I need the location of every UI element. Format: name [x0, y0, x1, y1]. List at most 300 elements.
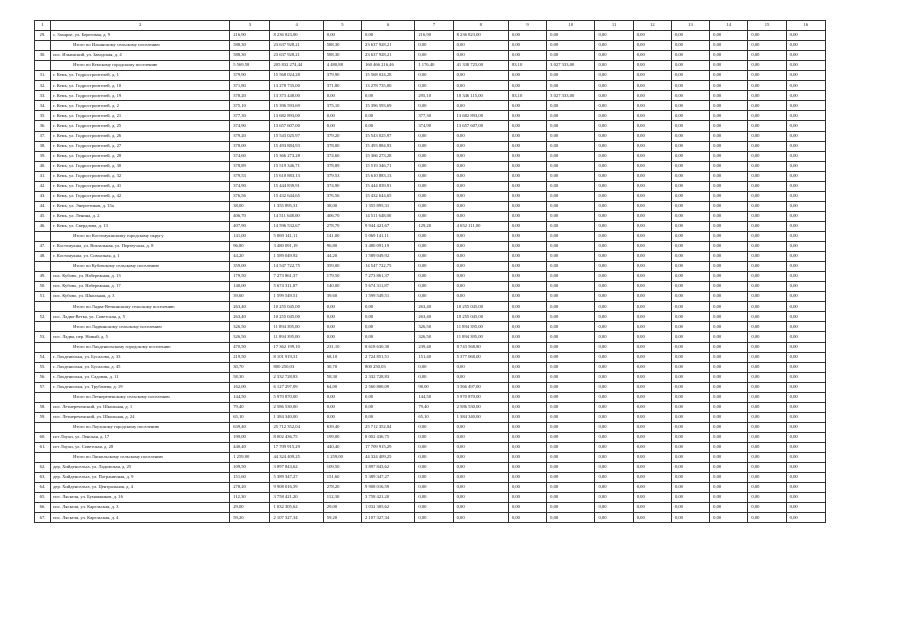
value-cell: 0,00: [415, 262, 453, 272]
value-cell: 68,10: [323, 352, 361, 362]
value-cell: 0,00: [453, 493, 508, 503]
value-cell: 0,00: [748, 61, 786, 71]
value-cell: 0,00: [710, 292, 748, 302]
value-cell: 0,00: [786, 352, 825, 362]
address-cell: Итого по Лоухскому городскому поселению: [51, 422, 230, 432]
header-cell: 10: [547, 21, 595, 31]
value-cell: 0,00: [415, 141, 453, 151]
value-cell: 239,40: [415, 342, 453, 352]
value-cell: 0,00: [547, 231, 595, 241]
table-row: [35, 81, 826, 91]
row-number-cell: 35.: [35, 111, 51, 121]
value-cell: 374,60: [323, 151, 361, 161]
value-cell: 0,00: [547, 422, 595, 432]
subtotal-row: [35, 322, 826, 332]
value-cell: 0,00: [710, 161, 748, 171]
value-cell: 0,00: [508, 332, 546, 342]
value-cell: 0,00: [671, 272, 709, 282]
value-cell: 0,00: [671, 382, 709, 392]
value-cell: 0,00: [508, 141, 546, 151]
value-cell: 0,00: [786, 332, 825, 342]
value-cell: 374,90: [415, 121, 453, 131]
row-number-cell: [35, 262, 51, 272]
row-number-cell: 33.: [35, 91, 51, 101]
value-cell: 0,00: [671, 51, 709, 61]
value-cell: 9 908 016,59: [270, 483, 323, 493]
row-number-cell: 49.: [35, 272, 51, 282]
value-cell: 0,00: [508, 372, 546, 382]
value-cell: 0,00: [671, 61, 709, 71]
value-cell: 0,00: [453, 503, 508, 513]
value-cell: 25 712 352,04: [362, 422, 415, 432]
row-number-cell: 53.: [35, 332, 51, 342]
value-cell: 0,00: [786, 71, 825, 81]
value-cell: 0,00: [671, 322, 709, 332]
value-cell: 326,50: [230, 332, 270, 342]
value-cell: 65,10: [415, 412, 453, 422]
value-cell: 0,00: [508, 392, 546, 402]
value-cell: 0,00: [508, 493, 546, 503]
value-cell: 0,00: [547, 262, 595, 272]
value-cell: 0,00: [362, 121, 415, 131]
value-cell: 263,40: [415, 312, 453, 322]
address-cell: г. Костомукша, ул. Совхозная, д. 1: [51, 252, 230, 262]
value-cell: 0,00: [595, 392, 633, 402]
value-cell: 0,00: [415, 201, 453, 211]
value-cell: 0,00: [547, 402, 595, 412]
address-cell: г. Лахденпохья, ул. Трубачева, д. 19: [51, 382, 230, 392]
value-cell: 0,00: [508, 292, 546, 302]
value-cell: 0,00: [415, 51, 453, 61]
header-cell: 9: [508, 21, 546, 31]
value-cell: 0,00: [415, 442, 453, 452]
value-cell: 0,00: [415, 503, 453, 513]
value-cell: 0,00: [547, 171, 595, 181]
value-cell: 30,70: [230, 362, 270, 372]
address-cell: Итого по Ладвинскому сельскому поселению: [51, 322, 230, 332]
value-cell: 0,00: [633, 442, 671, 452]
value-cell: 8 101 919,31: [270, 352, 323, 362]
address-cell: г. Лахденпохья, ул. Бусалова, д. 45: [51, 362, 230, 372]
row-number-cell: [35, 302, 51, 312]
value-cell: 3 897 843,62: [270, 463, 323, 473]
value-cell: 0,00: [508, 211, 546, 221]
value-cell: 216,90: [415, 31, 453, 41]
value-cell: 0,00: [453, 51, 508, 61]
value-cell: 0,00: [671, 332, 709, 342]
value-cell: 0,00: [748, 141, 786, 151]
row-number-cell: 39.: [35, 151, 51, 161]
value-cell: 0,00: [508, 432, 546, 442]
value-cell: 0,00: [786, 422, 825, 432]
value-cell: 379,90: [323, 71, 361, 81]
value-cell: 0,00: [786, 161, 825, 171]
value-cell: 1 032 305,62: [362, 503, 415, 513]
value-cell: 0,00: [710, 171, 748, 181]
value-cell: 0,00: [710, 372, 748, 382]
value-cell: 0,00: [633, 242, 671, 252]
value-cell: 23 637 928,21: [362, 51, 415, 61]
value-cell: 378,20: [230, 91, 270, 101]
subtotal-row: [35, 453, 826, 463]
value-cell: 0,00: [453, 483, 508, 493]
header-cell: 3: [230, 21, 270, 31]
value-cell: 0,00: [508, 513, 546, 523]
value-cell: 79,40: [230, 402, 270, 412]
value-cell: 0,00: [508, 282, 546, 292]
value-cell: 0,00: [748, 81, 786, 91]
value-cell: 0,00: [710, 503, 748, 513]
address-cell: г. Кемь, ул. Гидростроителей, д. 21: [51, 111, 230, 121]
header-cell: 15: [748, 21, 786, 31]
value-cell: 0,00: [671, 262, 709, 272]
value-cell: 3 027 333,00: [547, 61, 595, 71]
header-cell: 11: [595, 21, 633, 31]
value-cell: 0,00: [508, 362, 546, 372]
table-row: [35, 362, 826, 372]
value-cell: 5 069 141,11: [362, 231, 415, 241]
header-cell: 5: [323, 21, 361, 31]
value-cell: 15 610 883,13: [362, 171, 415, 181]
row-number-cell: [35, 342, 51, 352]
table-row: [35, 252, 826, 262]
row-number-cell: 59.: [35, 412, 51, 422]
value-cell: 0,00: [595, 412, 633, 422]
value-cell: 0,00: [710, 252, 748, 262]
value-cell: 0,00: [633, 483, 671, 493]
value-cell: 0,00: [547, 252, 595, 262]
table-row: [35, 483, 826, 493]
value-cell: 0,00: [671, 91, 709, 101]
value-cell: 0,00: [633, 41, 671, 51]
subtotal-row: [35, 342, 826, 352]
row-number-cell: 52.: [35, 312, 51, 322]
row-number-cell: 44.: [35, 201, 51, 211]
value-cell: 0,00: [547, 51, 595, 61]
header-cell: 4: [270, 21, 323, 31]
value-cell: 0,00: [786, 442, 825, 452]
value-cell: 0,00: [633, 121, 671, 131]
address-cell: дер. Хийденсельга, ул. Ладожская, д. 25: [51, 463, 230, 473]
value-cell: 0,00: [633, 201, 671, 211]
value-cell: 0,00: [710, 412, 748, 422]
value-cell: 9 944 421,67: [362, 221, 415, 231]
value-cell: 375,10: [323, 101, 361, 111]
value-cell: 3 758 421,20: [270, 493, 323, 503]
value-cell: 0,00: [595, 262, 633, 272]
value-cell: 440,40: [323, 442, 361, 452]
value-cell: 406,70: [230, 211, 270, 221]
value-cell: 0,00: [547, 473, 595, 483]
value-cell: 0,00: [633, 141, 671, 151]
value-cell: 0,00: [748, 422, 786, 432]
value-cell: 0,00: [748, 131, 786, 141]
value-cell: 0,00: [508, 71, 546, 81]
value-cell: 0,00: [710, 231, 748, 241]
value-cell: 379,53: [323, 171, 361, 181]
address-cell: г. Кемь, ул. Гидростроителей, д. 28: [51, 151, 230, 161]
value-cell: 377,30: [230, 111, 270, 121]
table-row: [35, 161, 826, 171]
value-cell: 96,80: [230, 242, 270, 252]
address-cell: г. Кемь, ул. Энергетиков, д. 15а: [51, 201, 230, 211]
column-number-header: [35, 21, 826, 31]
value-cell: 4 480,88: [323, 61, 361, 71]
value-cell: 0,00: [415, 432, 453, 442]
value-cell: 0,00: [633, 161, 671, 171]
value-cell: 0,00: [710, 191, 748, 201]
table-row: [35, 91, 826, 101]
value-cell: 0,00: [547, 342, 595, 352]
value-cell: 0,00: [415, 513, 453, 523]
value-cell: 160 466 216,46: [362, 61, 415, 71]
row-number-cell: 29.: [35, 31, 51, 41]
value-cell: 0,00: [710, 31, 748, 41]
address-cell: г. Кемь, ул. Гидростроителей, д. 10: [51, 81, 230, 91]
table-row: [35, 71, 826, 81]
value-cell: 30,70: [323, 362, 361, 372]
table-row: [35, 372, 826, 382]
value-cell: 0,00: [710, 111, 748, 121]
value-cell: 0,00: [415, 272, 453, 282]
value-cell: 0,00: [748, 181, 786, 191]
value-cell: 0,00: [786, 111, 825, 121]
value-cell: 0,00: [710, 221, 748, 231]
value-cell: 0,00: [595, 402, 633, 412]
value-cell: 0,00: [633, 312, 671, 322]
address-cell: г. Кемь, ул. Ленина, д. 2: [51, 211, 230, 221]
value-cell: 377,30: [415, 111, 453, 121]
value-cell: 23 637 928,21: [270, 51, 323, 61]
value-cell: 0,00: [671, 412, 709, 422]
value-cell: 1 599 549,51: [362, 292, 415, 302]
value-cell: 0,00: [710, 61, 748, 71]
value-cell: 38,00: [323, 201, 361, 211]
value-cell: 0,00: [633, 513, 671, 523]
value-cell: 0,00: [595, 101, 633, 111]
address-cell: г. Лахденпохья, ул. Бусалова, д. 33: [51, 352, 230, 362]
value-cell: 0,00: [671, 131, 709, 141]
value-cell: 278,70: [323, 221, 361, 231]
value-cell: 0,00: [671, 171, 709, 181]
value-cell: 0,00: [415, 71, 453, 81]
value-cell: 5 389 347,27: [362, 473, 415, 483]
value-cell: 0,00: [547, 392, 595, 402]
value-cell: 44 324 409,25: [362, 453, 415, 463]
value-cell: 588,30: [230, 51, 270, 61]
value-cell: 0,00: [671, 211, 709, 221]
value-cell: 0,00: [595, 231, 633, 241]
value-cell: 1 032 305,62: [270, 503, 323, 513]
value-cell: 44,20: [323, 252, 361, 262]
value-cell: 0,00: [362, 322, 415, 332]
value-cell: 0,00: [671, 191, 709, 201]
value-cell: 0,00: [453, 161, 508, 171]
value-cell: 0,00: [710, 131, 748, 141]
value-cell: 0,00: [748, 463, 786, 473]
value-cell: 162,00: [230, 382, 270, 392]
value-cell: 0,00: [547, 412, 595, 422]
row-number-cell: 55.: [35, 362, 51, 372]
value-cell: 407,90: [230, 221, 270, 231]
value-cell: 1 589 049,92: [270, 252, 323, 262]
value-cell: 2 586 530,00: [270, 402, 323, 412]
value-cell: 0,00: [786, 362, 825, 372]
value-cell: 0,00: [710, 392, 748, 402]
value-cell: 179,50: [323, 272, 361, 282]
value-cell: 0,00: [415, 191, 453, 201]
value-cell: 13 682 893,00: [270, 111, 323, 121]
value-cell: 23 637 928,21: [270, 41, 323, 51]
value-cell: 0,00: [547, 292, 595, 302]
value-cell: 0,00: [415, 282, 453, 292]
value-cell: 64,00: [323, 382, 361, 392]
table-row: [35, 432, 826, 442]
value-cell: 15 444 839,91: [270, 181, 323, 191]
table-row: [35, 442, 826, 452]
value-cell: 263,40: [230, 302, 270, 312]
value-cell: 375,10: [230, 101, 270, 111]
value-cell: 8 743 568,80: [453, 342, 508, 352]
address-cell: г. Кемь, ул. Гидростроителей, д. 19: [51, 91, 230, 101]
value-cell: 0,00: [671, 372, 709, 382]
value-cell: 13 278 735,00: [362, 81, 415, 91]
value-cell: 0,00: [362, 31, 415, 41]
row-number-cell: 50.: [35, 282, 51, 292]
value-cell: 0,00: [748, 503, 786, 513]
value-cell: 1 599 549,51: [270, 292, 323, 302]
value-cell: 0,00: [547, 151, 595, 161]
value-cell: 0,00: [786, 473, 825, 483]
value-cell: 326,50: [415, 322, 453, 332]
value-cell: 0,00: [508, 81, 546, 91]
value-cell: 379,20: [230, 131, 270, 141]
value-cell: 3 897 843,62: [362, 463, 415, 473]
value-cell: 58,30: [323, 372, 361, 382]
row-number-cell: 67.: [35, 513, 51, 523]
value-cell: 0,00: [786, 171, 825, 181]
value-cell: 23 637 928,21: [362, 41, 415, 51]
value-cell: 0,00: [786, 201, 825, 211]
value-cell: 3 027 333,00: [547, 91, 595, 101]
value-cell: 83,10: [508, 61, 546, 71]
value-cell: 0,00: [671, 161, 709, 171]
value-cell: 0,00: [453, 362, 508, 372]
value-cell: 0,00: [633, 493, 671, 503]
value-cell: 109,50: [230, 463, 270, 473]
value-cell: 199,00: [323, 432, 361, 442]
value-cell: 0,00: [748, 392, 786, 402]
table-row: [35, 463, 826, 473]
value-cell: 15 396 593,69: [270, 101, 323, 111]
value-cell: 0,00: [595, 342, 633, 352]
table-row: [35, 312, 826, 322]
value-cell: 0,00: [547, 71, 595, 81]
value-cell: 59,20: [230, 513, 270, 523]
header-cell: 1: [35, 21, 51, 31]
value-cell: 0,00: [453, 422, 508, 432]
value-cell: 179,50: [230, 272, 270, 282]
value-cell: 0,00: [453, 242, 508, 252]
value-cell: 0,00: [786, 463, 825, 473]
value-cell: 0,00: [710, 432, 748, 442]
value-cell: 0,00: [547, 81, 595, 91]
value-cell: 2 332 728,83: [270, 372, 323, 382]
value-cell: 13 682 893,00: [453, 111, 508, 121]
row-number-cell: 32.: [35, 81, 51, 91]
value-cell: 0,00: [453, 372, 508, 382]
value-cell: 0,00: [508, 31, 546, 41]
value-cell: 58,30: [230, 372, 270, 382]
value-cell: 15 519 346,71: [362, 161, 415, 171]
value-cell: 0,00: [595, 332, 633, 342]
value-cell: 109,50: [323, 463, 361, 473]
row-number-cell: 34.: [35, 101, 51, 111]
value-cell: 0,00: [671, 402, 709, 412]
value-cell: 440,40: [230, 442, 270, 452]
header-cell: 7: [415, 21, 453, 31]
row-number-cell: 36.: [35, 121, 51, 131]
value-cell: 0,00: [671, 463, 709, 473]
value-cell: 379,20: [323, 131, 361, 141]
value-cell: 0,00: [595, 282, 633, 292]
address-cell: пос. Ляскеля, ул. Бумажников, д. 16: [51, 493, 230, 503]
value-cell: 378,89: [230, 161, 270, 171]
value-cell: 0,00: [671, 432, 709, 442]
value-cell: 0,00: [547, 513, 595, 523]
value-cell: 0,00: [748, 342, 786, 352]
value-cell: 10 255 045,00: [270, 312, 323, 322]
value-cell: 0,00: [633, 51, 671, 61]
value-cell: 0,00: [671, 442, 709, 452]
value-cell: 0,00: [362, 302, 415, 312]
value-cell: 10 346 115,00: [453, 91, 508, 101]
value-cell: 14 596 532,67: [270, 221, 323, 231]
value-cell: 0,00: [595, 312, 633, 322]
value-cell: 0,00: [595, 422, 633, 432]
row-number-cell: 58.: [35, 402, 51, 412]
value-cell: 0,00: [547, 211, 595, 221]
value-cell: 0,00: [786, 131, 825, 141]
value-cell: 0,00: [633, 453, 671, 463]
value-cell: 0,00: [786, 221, 825, 231]
value-cell: 5 674 311,87: [270, 282, 323, 292]
value-cell: 0,00: [547, 191, 595, 201]
value-cell: 0,00: [633, 463, 671, 473]
table-row: [35, 272, 826, 282]
value-cell: 0,00: [633, 292, 671, 302]
value-cell: 0,00: [595, 181, 633, 191]
address-cell: г. Кемь, ул. Гидростроителей, д. 30: [51, 161, 230, 171]
value-cell: 0,00: [547, 121, 595, 131]
address-cell: пос. Ляскеля, ул. Карельская, д. 3: [51, 503, 230, 513]
value-cell: 1 589 049,92: [362, 252, 415, 262]
value-cell: 0,00: [748, 242, 786, 252]
row-number-cell: 42.: [35, 181, 51, 191]
value-cell: 0,00: [671, 302, 709, 312]
value-cell: 374,90: [230, 181, 270, 191]
value-cell: 0,00: [453, 262, 508, 272]
value-cell: 0,00: [595, 322, 633, 332]
value-cell: 0,00: [748, 231, 786, 241]
value-cell: 151,60: [323, 473, 361, 483]
value-cell: 0,00: [671, 121, 709, 131]
value-cell: 219,50: [230, 352, 270, 362]
value-cell: 0,00: [710, 181, 748, 191]
value-cell: 0,00: [323, 91, 361, 101]
value-cell: 0,00: [547, 141, 595, 151]
address-cell: г. Кемь, ул. Гидростроителей, д. 25: [51, 121, 230, 131]
